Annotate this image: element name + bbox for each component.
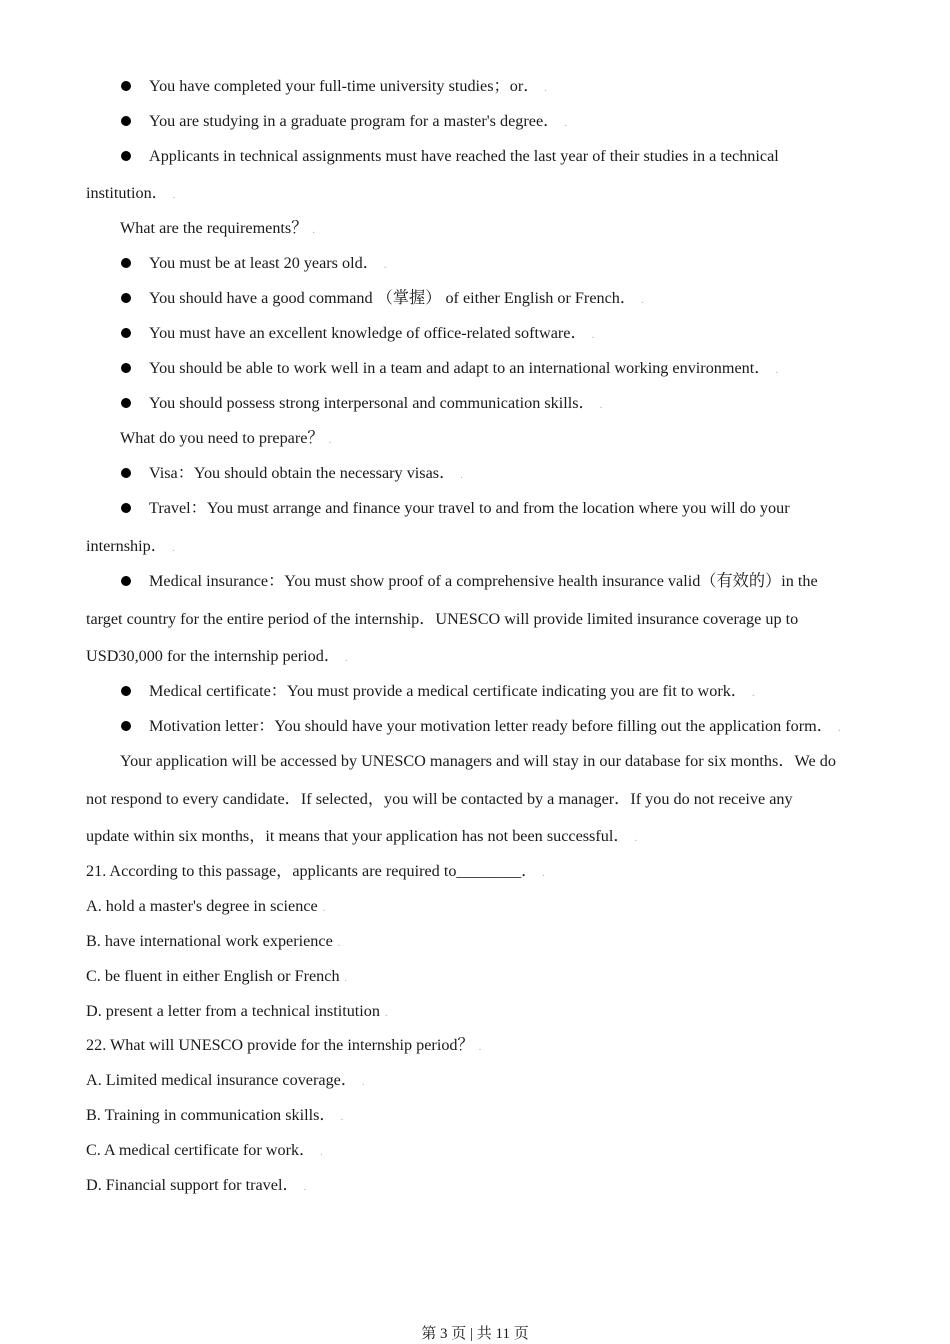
bullet-dot <box>121 81 131 91</box>
text-line <box>86 789 876 809</box>
line-text: What are the requirements？ <box>120 219 308 237</box>
paragraph-mark-icon: . <box>599 400 603 411</box>
line-text: USD30,000 for the internship period． <box>86 647 341 665</box>
bullet-item <box>149 288 869 311</box>
bullet-dot <box>121 576 131 586</box>
line-text: You should be able to work well in a team and adapt to an international working environment． <box>149 359 771 377</box>
line-text: A. hold a master's degree in science <box>86 897 318 915</box>
paragraph-mark-icon: . <box>303 1182 307 1193</box>
text-line <box>86 1105 876 1128</box>
text-line <box>86 536 876 559</box>
text-line <box>86 1035 876 1058</box>
text-line <box>86 1175 876 1198</box>
text-line <box>86 966 876 989</box>
bullet-item <box>149 146 869 166</box>
text-line <box>86 1140 876 1163</box>
paragraph-mark-icon: . <box>542 868 545 879</box>
bullet-item <box>149 323 869 346</box>
line-text: Motivation letter：You should have your motivation letter ready before filling out the application form． <box>149 717 833 735</box>
line-text: C. A medical certificate for work． <box>86 1141 316 1159</box>
line-text: You must have an excellent knowledge of office-related software． <box>149 324 587 342</box>
line-text: Medical insurance：You must show proof of a comprehensive health insurance valid（有效的）in the <box>149 572 818 590</box>
text-line <box>86 646 876 669</box>
line-text: C. be fluent in either English or French <box>86 967 340 985</box>
line-text: update within six months，it means that your application has not been successful． <box>86 827 630 845</box>
line-text: Your application will be accessed by UNESCO managers and will stay in our database for six months．We do <box>120 752 836 770</box>
bullet-item <box>149 571 869 591</box>
bullet-dot <box>121 468 131 478</box>
line-text: You should have a good command （掌握） of either English or French． <box>149 289 637 307</box>
text-line <box>120 751 880 771</box>
bullet-item <box>149 681 869 704</box>
bullet-dot <box>121 398 131 408</box>
paragraph-mark-icon: . <box>544 83 547 94</box>
text-line <box>86 183 876 206</box>
line-text: You have completed your full-time university studies；or． <box>149 77 540 95</box>
bullet-item <box>149 498 869 518</box>
text-line <box>86 1001 876 1024</box>
paragraph-mark-icon: . <box>320 1147 323 1158</box>
bullet-dot <box>121 721 131 731</box>
paragraph-mark-icon: . <box>383 260 387 271</box>
bullet-dot <box>121 293 131 303</box>
paragraph-mark-icon: . <box>478 1042 482 1053</box>
bullet-item <box>149 716 869 739</box>
paragraph-mark-icon: . <box>362 1077 365 1088</box>
paragraph-mark-icon: . <box>564 118 567 129</box>
line-text: internship． <box>86 537 167 555</box>
text-line <box>120 218 880 241</box>
paragraph-mark-icon: . <box>312 225 315 236</box>
paragraph-mark-icon: . <box>634 833 638 844</box>
bullet-item <box>149 463 869 486</box>
paragraph-mark-icon: . <box>591 330 595 341</box>
text-line <box>86 896 876 919</box>
page-footer: 第 3 页 | 共 11 页 <box>421 1326 529 1342</box>
bullet-dot <box>121 363 131 373</box>
line-text: Applicants in technical assignments must have reached the last year of their studies in a technical <box>149 147 779 165</box>
bullet-dot <box>121 258 131 268</box>
paragraph-mark-icon: . <box>337 938 341 949</box>
line-text: You should possess strong interpersonal and communication skills． <box>149 394 595 412</box>
line-text: A. Limited medical insurance coverage． <box>86 1071 358 1089</box>
paragraph-mark-icon: . <box>641 295 644 306</box>
paragraph-mark-icon: . <box>344 973 348 984</box>
line-text: 21. According to this passage，applicants are required to________． <box>86 862 538 880</box>
line-text: D. present a letter from a technical institution <box>86 1002 380 1020</box>
text-line <box>86 826 876 849</box>
text-line <box>86 609 876 629</box>
text-line <box>86 931 876 954</box>
paragraph-mark-icon: . <box>384 1008 388 1019</box>
line-text: target country for the entire period of the internship．UNESCO will provide limited insurance coverage up to <box>86 610 799 628</box>
paragraph-mark-icon: . <box>172 190 176 201</box>
line-text: You must be at least 20 years old． <box>149 254 379 272</box>
paragraph-mark-icon: . <box>322 903 326 914</box>
line-text: B. Training in communication skills． <box>86 1106 336 1124</box>
line-text: 22. What will UNESCO provide for the internship period？ <box>86 1036 474 1054</box>
line-text: You are studying in a graduate program for a master's degree． <box>149 112 560 130</box>
line-text: not respond to every candidate．If selected，you will be contacted by a manager．If you do not receive any <box>86 790 793 808</box>
bullet-item <box>149 253 869 276</box>
bullet-item <box>149 358 869 381</box>
line-text: Travel：You must arrange and finance your travel to and from the location where you will do your <box>149 499 790 517</box>
paragraph-mark-icon: . <box>328 435 332 446</box>
line-text: What do you need to prepare？ <box>120 429 324 447</box>
text-line <box>86 1070 876 1093</box>
text-line <box>120 428 880 451</box>
line-text: B. have international work experience <box>86 932 333 950</box>
paragraph-mark-icon: . <box>752 688 755 699</box>
bullet-item <box>149 111 869 134</box>
line-text: institution． <box>86 184 168 202</box>
line-text: D. Financial support for travel． <box>86 1176 299 1194</box>
bullet-item <box>149 393 869 416</box>
bullet-item <box>149 76 869 99</box>
paragraph-mark-icon: . <box>775 365 778 376</box>
paragraph-mark-icon: . <box>345 653 348 664</box>
paragraph-mark-icon: . <box>837 723 841 734</box>
line-text: Visa：You should obtain the necessary visas． <box>149 464 456 482</box>
paragraph-mark-icon: . <box>340 1112 344 1123</box>
bullet-dot <box>121 116 131 126</box>
line-text: Medical certificate：You must provide a medical certificate indicating you are fit to work． <box>149 682 747 700</box>
paragraph-mark-icon: . <box>460 470 463 481</box>
text-line <box>86 861 876 884</box>
bullet-dot <box>121 151 131 161</box>
bullet-dot <box>121 328 131 338</box>
bullet-dot <box>121 686 131 696</box>
bullet-dot <box>121 503 131 513</box>
paragraph-mark-icon: . <box>171 543 175 554</box>
